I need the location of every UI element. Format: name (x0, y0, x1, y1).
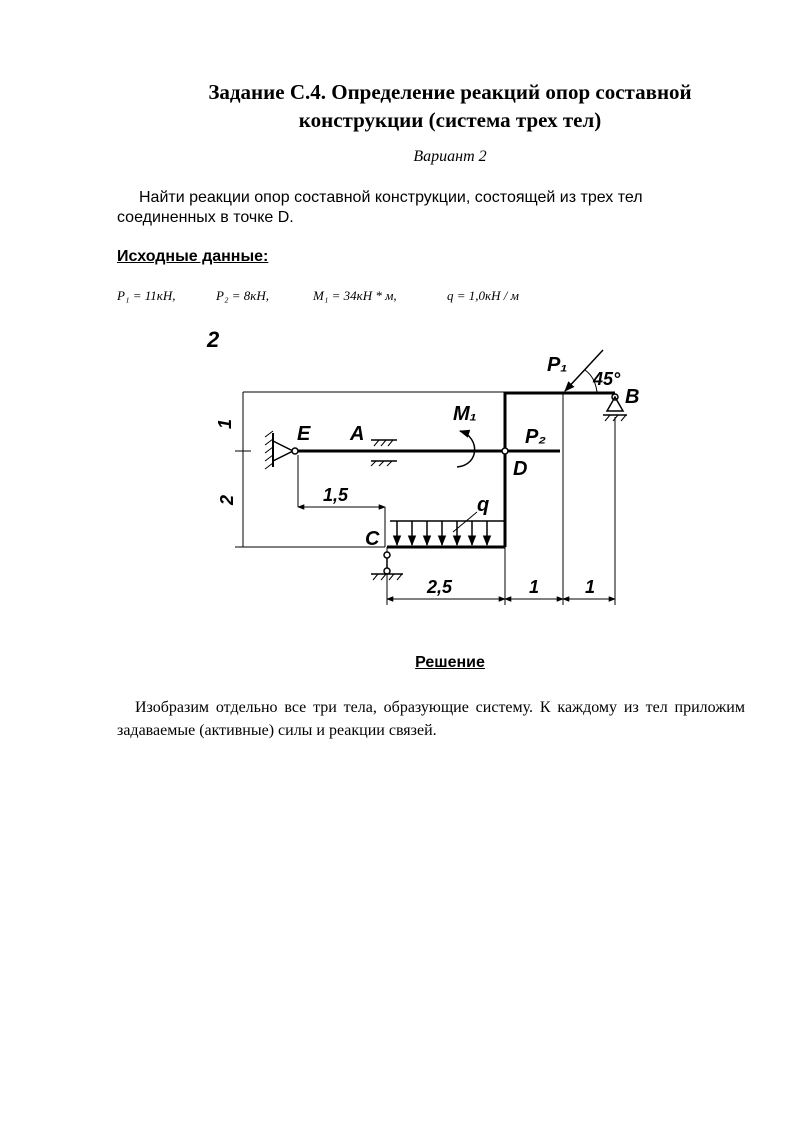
structure-diagram (195, 325, 640, 615)
label-p2: P₂ (525, 426, 546, 448)
support-a (371, 440, 397, 466)
dim-2-vertical: 2 (217, 494, 237, 505)
task-text: Найти реакции опор составной конструкции, состоящей из трех тел соединенных в точке D. (117, 189, 643, 226)
solution-paragraph: Изобразим отдельно все три тела, образующие систему. К каждому из тел приложим задаваемые (активные) силы и реакции связей. (117, 699, 745, 739)
label-e: E (297, 423, 311, 445)
hinge-d (502, 448, 508, 454)
support-e (265, 431, 298, 469)
title-line-2: конструкции (система трех тел) (298, 108, 602, 132)
support-b (603, 394, 627, 421)
label-q: q (477, 494, 490, 516)
page-title (100, 78, 800, 134)
distributed-load-arrows (397, 521, 487, 545)
given-m1: M₁ = 34кН * м, (313, 288, 397, 303)
solution-heading: Решение (415, 654, 485, 671)
label-d: D (513, 458, 528, 480)
dim-1-vertical: 1 (215, 418, 235, 429)
given-p2: P₂ = 8кН, (216, 288, 269, 303)
given-q: q = 1,0кН / м (447, 288, 519, 303)
label-c: C (365, 528, 380, 550)
label-a: A (350, 423, 365, 445)
diagram-variant-number: 2 (207, 327, 220, 352)
label-p1: P₁ (547, 354, 568, 376)
task-statement (117, 188, 717, 228)
dim-1-b: 1 (585, 577, 596, 597)
given-p1: P₁ = 11кН, (117, 288, 176, 303)
label-b: B (625, 386, 640, 408)
m1-moment-arrow (457, 431, 475, 467)
dim-1-a: 1 (529, 577, 540, 597)
title-line-1: Задание С.4. Определение реакций опор составной (208, 80, 692, 104)
label-m1: M₁ (453, 403, 477, 425)
variant-label: Вариант 2 (413, 148, 487, 165)
given-heading: Исходные данные: (117, 248, 269, 265)
dim-1-5: 1,5 (323, 485, 349, 505)
label-angle: 45° (593, 369, 621, 389)
dim-2-5: 2,5 (427, 577, 453, 597)
solution-text (117, 696, 745, 742)
